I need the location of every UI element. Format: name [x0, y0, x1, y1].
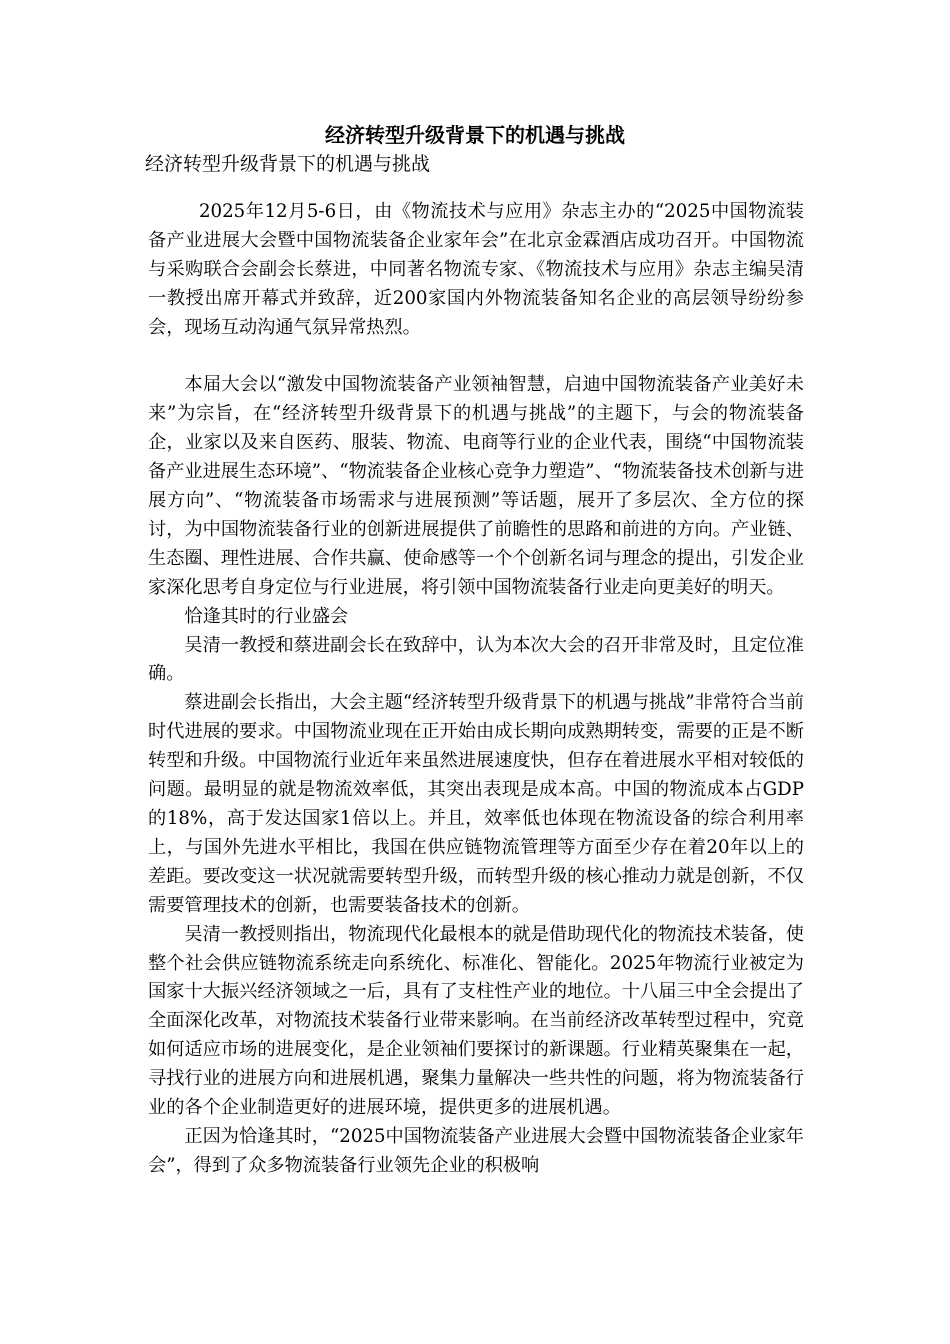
paragraph-theme: 本届大会以“激发中国物流装备产业领袖智慧，启迪中国物流装备产业美好未来”为宗旨，在“经济转型升级背景下的机遇与挑战”的主题下，与会的物流装备企，业家以及来自医药、服装、物流、电商等行业的企业代表，围绕“中国物流装备产业进展生态环境”、“物流装备企业核心竞争力塑造”、“物流装备技术创新与进展方向”、“物流装备市场需求与进展预测”等话题，展开了多层次、全方位的探讨，为中国物流装备行业的创新进展提供了前瞻性的思路和前进的方向。产业链、生态圈、理性进展、合作共赢、使命感等一个个创新名词与理念的提出，引发企业家深化思考自身定位与行业进展，将引领中国物流装备行业走向更美好的明天。 — [148, 374, 804, 598]
document-title: 经济转型升级背景下的机遇与挑战 — [325, 123, 625, 147]
document-subtitle: 经济转型升级背景下的机遇与挑战 — [145, 153, 431, 175]
section-heading: 恰逢其时的行业盛会 — [184, 605, 349, 627]
paragraph-cai-jin: 蔡进副会长指出，大会主题“经济转型升级背景下的机遇与挑战”非常符合当前时代进展的要求。中国物流业现在正开始由成长期向成熟期转变，需要的正是不断转型和升级。中国物流行业近年来虽然进展速度快，但存在着进展水平相对较低的问题。最明显的就是物流效率低，其突出表现是成本高。中国的物流成本占GDP的18%，高于发达国家1倍以上。并且，效率低也体现在物流设备的综合利用率上，与国外先进水平相比，我国在供应链物流管理等方面至少存在着20年以上的差距。要改变这一状况就需要转型升级，而转型升级的核心推动力就是创新，不仅需要管理技术的创新，也需要装备技术的创新。 — [148, 692, 804, 916]
paragraph-wu-qingyi: 吴清一教授则指出，物流现代化最根本的就是借助现代化的物流技术装备，使整个社会供应链物流系统走向系统化、标准化、智能化。2025年物流行业被定为国家十大振兴经济领域之一后，具有了支柱性产业的地位。十八届三中全会提出了全面深化改革，对物流技术装备行业带来影响。在当前经济改革转型过程中，究竟如何适应市场的进展变化，是企业领袖们要探讨的新课题。行业精英聚集在一起，寻找行业的进展方向和进展机遇，聚集力量解决一些共性的问题，将为物流装备行业的各个企业制造更好的进展环境，提供更多的进展机遇。 — [148, 923, 804, 1119]
paragraph-closing: 正因为恰逢其时，“2025中国物流装备产业进展大会暨中国物流装备企业家年会”，得到了众多物流装备行业领先企业的积极响 — [148, 1125, 804, 1176]
paragraph-intro: 2025年12月5-6日，由《物流技术与应用》杂志主办的“2025中国物流装备产业进展大会暨中国物流装备企业家年会”在北京金霖酒店成功召开。中国物流与采购联合会副会长蔡进，中同著名物流专家、《物流技术与应用》杂志主编吴清一教授出席开幕式并致辞，近200家国内外物流装备知名企业的高层领导纷纷参会，现场互动沟通气氛异常热烈。 — [148, 201, 804, 338]
paragraph-speeches: 吴清一教授和蔡进副会长在致辞中，认为本次大会的召开非常及时，且定位准确。 — [148, 634, 804, 685]
document-body — [148, 198, 804, 1181]
